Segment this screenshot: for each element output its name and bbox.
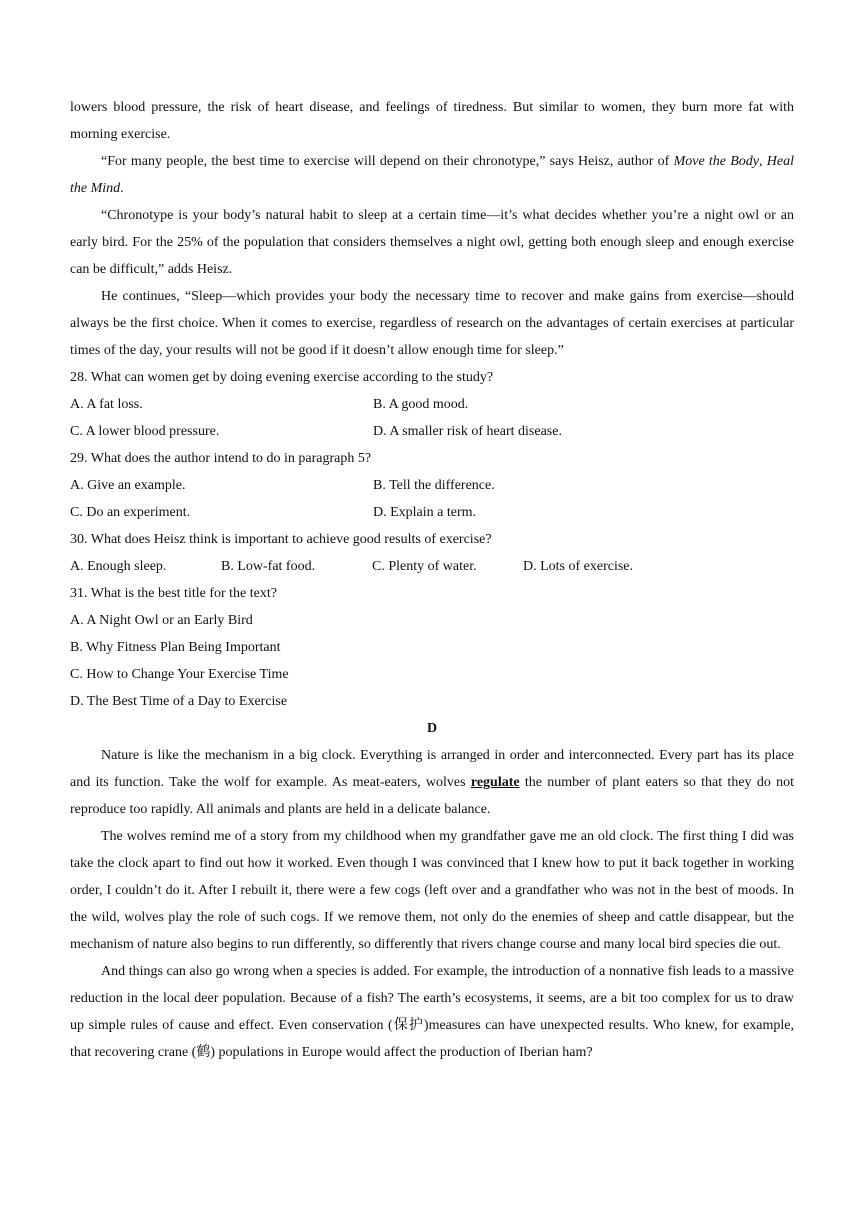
question-30-option-d: D. Lots of exercise.: [523, 559, 634, 574]
question-31-option-c: C. How to Change Your Exercise Time: [70, 667, 289, 682]
question-28-option-b: B. A good mood.: [373, 397, 469, 412]
question-31-option-b: B. Why Fitness Plan Being Important: [70, 640, 281, 655]
paragraph-d-1-text-b: the number of plant eaters so that they do not reproduce too rapidly. All animals and plants are held in a delicate balance.: [70, 775, 794, 817]
book-title-separator: ,: [759, 154, 767, 169]
paragraph-d-1: [70, 742, 794, 823]
book-title-part2: Heal the Mind: [70, 154, 794, 196]
question-28-option-a: A. A fat loss.: [70, 397, 143, 412]
paragraph-c-4: He continues, “Sleep—which provides your body the necessary time to recover and make gains from exercise—should always be the first choice. When it comes to exercise, regardless of research on the advantages of certain exercises at particular times of the day, your results will not be good if it doesn’t allow enough time for sleep.”: [70, 289, 794, 358]
question-29-options-row-1: [70, 472, 794, 499]
question-28-option-d: D. A smaller risk of heart disease.: [373, 424, 562, 439]
question-30-options-row: [70, 553, 794, 580]
question-28: [70, 364, 794, 445]
question-29-option-a: A. Give an example.: [70, 478, 186, 493]
question-30: [70, 526, 794, 580]
paragraph-c-2-text: “For many people, the best time to exercise will depend on their chronotype,” says Heisz, author of: [101, 154, 674, 169]
question-31-option-a: A. A Night Owl or an Early Bird: [70, 613, 253, 628]
question-29: [70, 445, 794, 526]
question-28-options-row-1: [70, 391, 794, 418]
question-29-option-c: C. Do an experiment.: [70, 505, 191, 520]
underlined-keyword: regulate: [470, 775, 520, 790]
question-31-stem: 31. What is the best title for the text?: [70, 586, 277, 601]
question-28-option-c: C. A lower blood pressure.: [70, 424, 220, 439]
question-29-option-d: D. Explain a term.: [373, 505, 477, 520]
section-title-d: D: [426, 721, 438, 736]
question-31: [70, 580, 794, 715]
paragraph-d-1-text-a: Nature is like the mechanism in a big clock. Everything is arranged in order and interconnected. Every part has its place and its function. Take the wolf for example. As meat-eaters, wolves: [70, 748, 794, 790]
paragraph-c-1-end: lowers blood pressure, the risk of heart disease, and feelings of tiredness. But similar to women, they burn more fat with morning exercise.: [70, 100, 794, 142]
question-29-option-b: B. Tell the difference.: [373, 478, 495, 493]
document-page: [70, 94, 794, 1066]
paragraph-c-3: “Chronotype is your body’s natural habit to sleep at a certain time—it’s what decides whether you’re a night owl or an early bird. For the 25% of the population that considers themselves a night owl, getting both enough sleep and enough exercise can be difficult,” adds Heisz.: [70, 208, 794, 277]
question-29-stem: 29. What does the author intend to do in paragraph 5?: [70, 451, 372, 466]
question-30-stem: 30. What does Heisz think is important to achieve good results of exercise?: [70, 532, 492, 547]
paragraph-d-2: The wolves remind me of a story from my childhood when my grandfather gave me an old clock. The first thing I did was take the clock apart to find out how it worked. Even though I was convinced that I knew how to put it back together in working order, I couldn’t do it. After I rebuilt it, there were a few cogs (left over and a grandfather who was not in the best of moods. In the wild, wolves play the role of such cogs. If we remove them, not only do the enemies of sheep and cattle disappear, but the mechanism of nature also begins to run differently, so differently that rivers change course and many local bird species die out.: [70, 829, 794, 952]
question-30-option-b: B. Low-fat food.: [221, 559, 316, 574]
question-31-option-d: D. The Best Time of a Day to Exercise: [70, 694, 288, 709]
paragraph-c-2: [70, 148, 794, 202]
question-28-stem: 28. What can women get by doing evening exercise according to the study?: [70, 370, 494, 385]
question-29-options-row-2: [70, 499, 794, 526]
paragraph-d-3: And things can also go wrong when a species is added. For example, the introduction of a nonnative fish leads to a massive reduction in the local deer population. Because of a fish? The earth’s ecosystems, it seems, are a bit too complex for us to draw up simple rules of cause and effect. Even conservation (保护)measures can have unexpected results. Who knew, for example, that recovering crane (鹤) populations in Europe would affect the production of Iberian ham?: [70, 964, 794, 1060]
question-30-option-a: A. Enough sleep.: [70, 559, 167, 574]
question-30-option-c: C. Plenty of water.: [372, 559, 477, 574]
book-title-part1: Move the Body: [673, 154, 760, 169]
paragraph-c-2-end: .: [120, 181, 124, 196]
question-28-options-row-2: [70, 418, 794, 445]
